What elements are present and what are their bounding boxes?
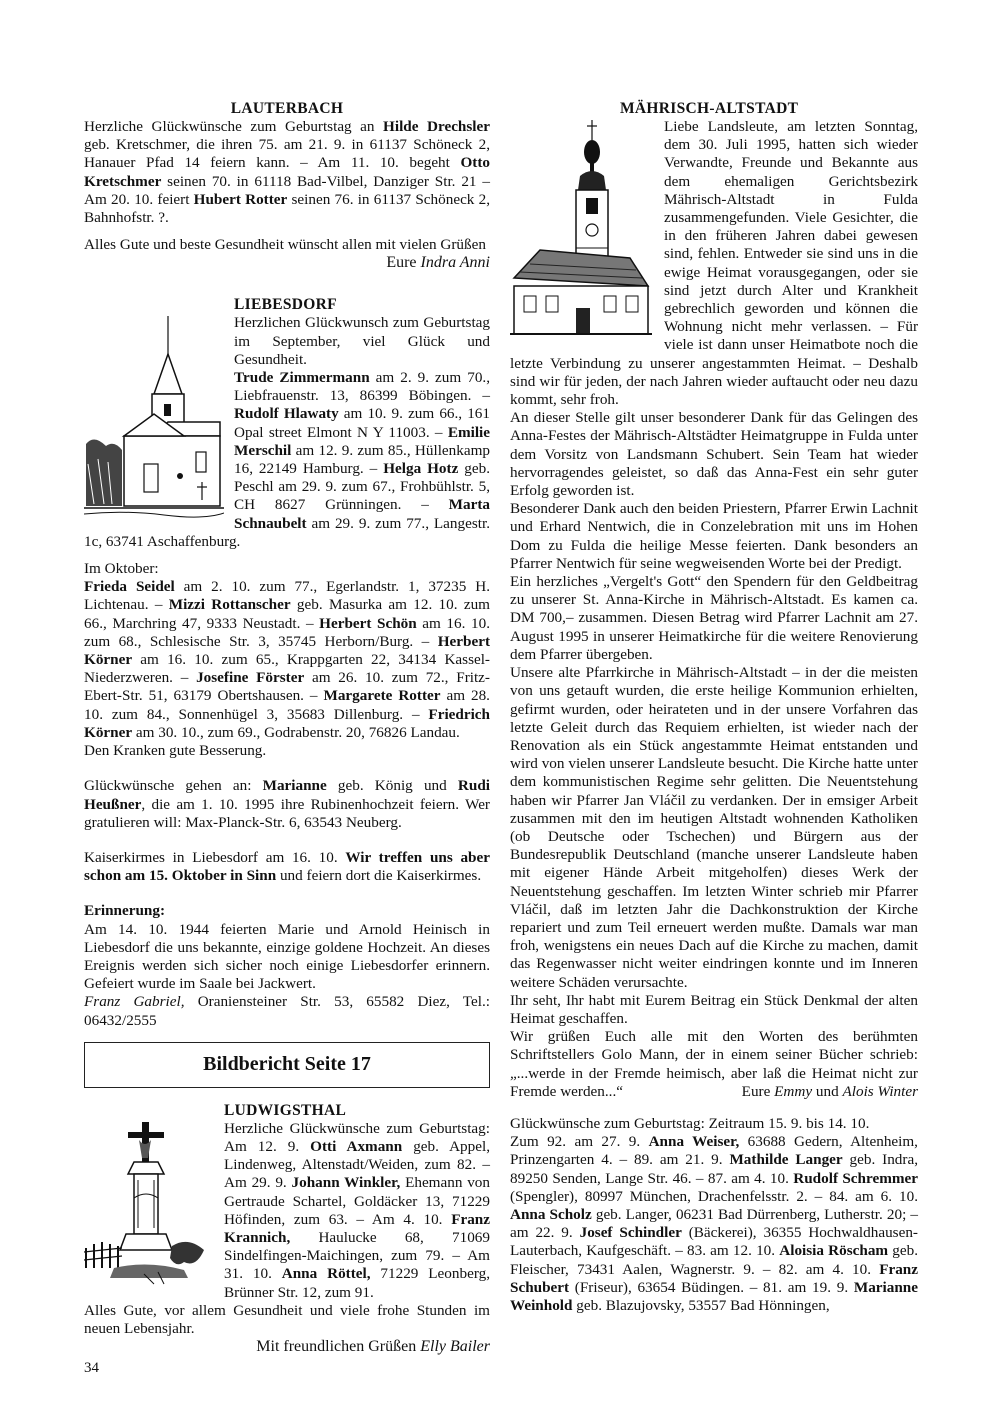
liebesdorf-kirmes: Kaiserkirmes in Liebesdorf am 16. 10. Wir treffen uns aber schon am 15. Oktober in Sinn und feiern dort die Kaiserkirmes. bbox=[84, 848, 490, 885]
ludwigsthal-paragraph: Herzliche Glückwünsche zum Geburtstag: Am 12. 9. Otti Axmann geb. Appel, Lindenweg, Altenstadt/Weiden, zum 82. – Am 29. 9. Johann Winkler, Ehemann von Gertraude Schartel, Goldäcker 13, 71229 Höfinden, zum 63. – Am 4. 10. Franz Krannich, Haulucke 68, 71069 Sindelfingen-Maichingen, zum 79. – Am 31. 10. Anna Röttel, 71229 Leonberg, Brünner Str. 12, zum 91. bbox=[224, 1119, 490, 1301]
maehrisch-church-history: Unsere alte Pfarrkirche in Mährisch-Altstadt – in der die meisten von uns getauft wurden, die erste heilige Kommunion erhielten, gefirmt wurden, oder heirateten und in der unsere Vorfahren das letzte Geleit durch das Requiem erhielten, ist wieder nach der Renovation als ein Stück angestammte Heimat entstanden und wird von vielen unserer Landsleute besucht. Die Kirche hatte unter dem kommunistischen Regime sehr gelitten. Die Neuentstehung haben wir Pfarrer Jan Vláčil zu verdanken. Der in emsiger Arbeit zusammen mit den im heutigen Altstadt wohnenden Katholiken (ob Deutsche oder Tschechen) und Bürgern aus der Bundesrepublik Deutschland (manche unserer Landsleute haben mit eigener Hände Arbeit mitgeholfen) dieses Werk der Neuentstehung geschaffen. Im letzten Winter schrieb mir Pfarrer Vláčil, daß im letzten Jahr die Dachkonstruktion der Kirche repariert und zum Teil erneuert werden mußte. Damals war man froh, wenigstens ein neues Dach auf die Kirche zu machen, damit das Regenwasser nicht weiter eindringen konnte und im Inneren weitere Schäden verursachte. bbox=[510, 664, 918, 991]
ludwigsthal-signature: Mit freundlichen Grüßen Elly Bailer bbox=[256, 1338, 490, 1356]
maehrisch-birthday-list: Zum 92. am 27. 9. Anna Weiser, 63688 Gedern, Altenheim, Prinzengarten 4. – 89. am 21. 9. Mathilde Langer geb. Indra, 89250 Senden, Lange Str. 46. – 87. am 4. 10. Rudolf Schremmer (Spengler), 80997 München, Drachenfelsstr. 2. – 84. am 6. 10. Anna Scholz geb. Langer, 06231 Bad Dürrenberg, Lutherstr. 20; – am 22. 9. Josef Schindler (Bäckerei), 36355 Hochwaldhausen-Lauterbach, Kaufgeschäft. – 83. am 12. 10. Aloisia Röscham geb. Fleischer, 73431 Aalen, Wagnerstr. 9. – 82. am 4. 10. Franz Schubert (Friseur), 63654 Büdingen. – 81. am 19. 9. Marianne Weinhold geb. Blazujovsky, 53557 Bad Hönningen, bbox=[510, 1133, 919, 1314]
liebesdorf-memory: Am 14. 10. 1944 feierten Marie und Arnold Heinisch in Liebesdorf die uns bekannte, einzige goldene Hochzeit. An dieses Ereignis werden sich sicher noch einige Liebesdorfer erinnern. Gefeiert wurde im Saale bei Jackwert. bbox=[84, 920, 490, 993]
liebesdorf-september-list: Trude Zimmermann am 2. 9. zum 70., Liebfrauenstr. 13, 86399 Böbingen. – Rudolf Hlawaty am 10. 9. zum 66., 161 Opal street Elmont N Y 11003. – Emilie Merschil am 12. 9. zum 85., Hüllenkamp 16, 22149 Hamburg. – Helga Hotz geb. Peschl am 29. 9. zum 67., Frohbühlstr. 5, CH 8627 Grünningen. – Marta Schnaubelt am 29. 9. zum 77., Langestr. 1c, 63741 Aschaffenburg. bbox=[84, 369, 491, 550]
liebesdorf-wishes: Glückwünsche gehen an: Marianne geb. König und Rudi Heußner, die am 1. 10. 1995 ihre Rubinenhochzeit feiern. Wer gratulieren will: Max-Planck-Str. 6, 63543 Neuberg. bbox=[84, 777, 490, 831]
maehrisch-thanks-priests: Besonderer Dank auch den beiden Priestern, Pfarrer Erwin Lachnit und Erhard Nentwich, die in Conzelebration mit uns im Hohen Dom zu Fulda die heilige Messe feierten. Dank besonders an Pfarrer Nentwich für seine wegweisenden Worte bei der Predigt. bbox=[510, 500, 918, 572]
lauterbach-closing: Alles Gute und beste Gesundheit wünscht allen mit vielen Grüßen bbox=[84, 236, 486, 254]
maehrisch-thanks-annafest: An dieser Stelle gilt unser besonderer Dank für das Gelingen des Anna-Festes der Mährisch-Altstädter Heimatgruppe in Fulda unter dem Vorsitz von Landsmann Schubert. Sein Team hat wieder hervorragendes geleistet, so daß das Anna-Fest ein sehr guter Erfolg geworden ist. bbox=[510, 409, 918, 500]
lauterbach-paragraph: Herzliche Glückwünsche zum Geburtstag an Hilde Drechsler geb. Kretschmer, die ihren 75. am 21. 9. in 61137 Schöneck 2, Hanauer Pfad 14 feiern kann. – Am 11. 10. begeht Otto Kretschmer seinen 70. in 61118 Bad-Vilbel, Danziger Str. 21 – Am 20. 10. feiert Hubert Rotter seinen 76. in 61137 Schöneck 2, Bahnhofstr. ?. bbox=[84, 118, 491, 227]
liebesdorf-sick-wishes: Den Kranken gute Besserung. bbox=[84, 742, 267, 760]
liebesdorf-intro: Herzlichen Glückwunsch zum Geburtstag im September, viel Glück und Gesundheit. bbox=[234, 314, 490, 368]
left-column bbox=[84, 100, 490, 1356]
liebesdorf-memory-heading: Erinnerung: bbox=[84, 902, 166, 920]
maehrisch-golo-mann-quote: Wir grüßen Euch alle mit den Worten des berühmten Schriftstellers Golo Mann, der in einem seiner Bücher schrieb: „...werde in der Fremde heimisch, aber laß die Heimat nicht zur Fremde werden...“ Eure Emmy und Alois Winter bbox=[510, 1028, 918, 1100]
ludwigsthal-closing: Alles Gute, vor allem Gesundheit und viele frohe Stunden im neuen Lebensjahr. bbox=[84, 1301, 490, 1337]
church-tower-illustration bbox=[510, 118, 656, 344]
section-title-liebesdorf: LIEBESDORF bbox=[234, 296, 337, 314]
page-number: 34 bbox=[84, 1360, 99, 1376]
liebesdorf-october-list: Frieda Seidel am 2. 10. zum 77., Egerlandstr. 1, 37235 H. Lichtenau. – Mizzi Rottanscher geb. Masurka am 12. 10. zum 66., Marchring 47, 9333 Neustadt. – Herbert Schön am 16. 10. zum 68., Schlesische Str. 3, 35745 Herborn/Burg. – Herbert Körner am 16. 10. zum 65., Krappgarten 22, 34134 Kassel-Niederzweren. – Josefine Förster am 26. 10. zum 72., Fritz-Ebert-Str. 51, 63179 Obertshausen. – Margarete Rotter am 28. 10. zum 84., Sonnenhügel 3, 35683 Dillenburg. – Friedrich Körner am 30. 10., zum 69., Godrabenstr. 20, 76826 Landau. bbox=[84, 578, 490, 741]
section-title-lauterbach: LAUTERBACH bbox=[230, 100, 344, 117]
liebesdorf-author: Franz Gabriel, Oraniensteiner Str. 53, 65582 Diez, Tel.: 06432/2555 bbox=[84, 993, 491, 1029]
maehrisch-donations: Ein herzliches „Vergelt's Gott“ den Spendern für den Geldbeitrag zu unserer St. Anna-Kirche in Mährisch-Altstadt. Es kamen ca. DM 700,– zusammen. Diesen Betrag wird Pfarrer Lachnit am 27. August 1995 in unserer Heimatkirche für die weitere Renovierung dem Pfarrer übergeben. bbox=[510, 573, 918, 663]
wayside-cross-illustration bbox=[84, 1118, 216, 1288]
liebesdorf-october-heading: Im Oktober: bbox=[84, 560, 159, 578]
section-title-maehrisch-altstadt: MÄHRISCH-ALTSTADT bbox=[620, 100, 799, 117]
section-title-ludwigsthal: LUDWIGSTHAL bbox=[224, 1101, 347, 1119]
right-column bbox=[510, 100, 918, 1315]
lauterbach-signature: Eure Indra Anni bbox=[386, 254, 490, 272]
maehrisch-intro: Liebe Landsleute, am letzten Sonntag, dem 30. Juli 1995, hatten sich wieder Verwandte, Freunde und Bekannte aus dem ehemaligen Gerichtsbezirk Mährisch-Altstadt in Fulda zusammengefunden. Viele Gesichter, die in den früheren Jahren dabei gewesen sind, fehlen. Entweder sie sind uns in die ewige Heimat vorausgegangen, oder sie sind jetzt durch Alter und Krankheit gebrechlich geworden und können die Wohnung nicht mehr verlassen. – Für viele ist dann unser Heimatbote noch die letzte Verbindung zu unserer angestammten Heimat. – Deshalb sind wir für jeden, der nach Jahren wieder auftaucht oder neu dazu kommt, sehr froh. bbox=[510, 118, 918, 409]
bildbericht-box: Bildbericht Seite 17 bbox=[84, 1042, 490, 1088]
maehrisch-monument: Ihr seht, Ihr habt mit Eurem Beitrag ein Stück Denkmal der alten Heimat geschaffen. bbox=[510, 991, 918, 1027]
maehrisch-birthday-heading: Glückwünsche zum Geburtstag: Zeitraum 15. 9. bis 14. 10. bbox=[510, 1114, 870, 1132]
church-illustration-liebesdorf bbox=[84, 314, 228, 528]
